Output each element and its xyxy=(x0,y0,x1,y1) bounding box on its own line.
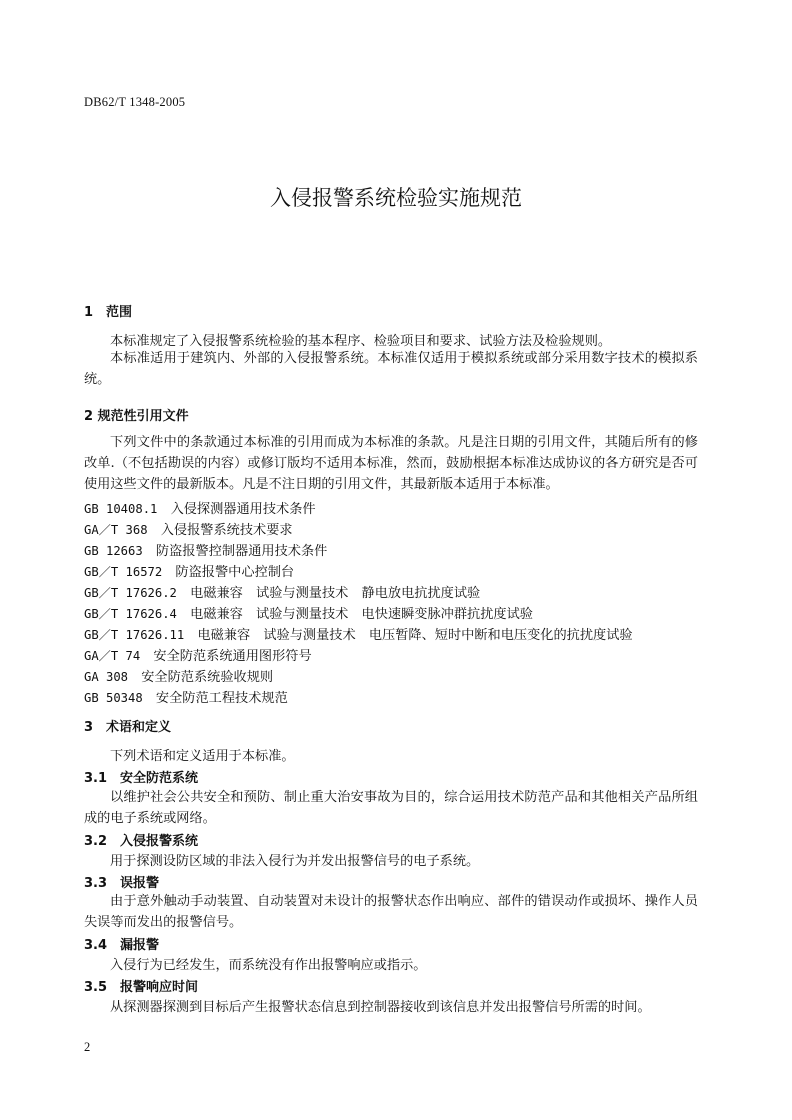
paragraph: 本标准适用于建筑内、外部的入侵报警系统。本标准仅适用于模拟系统或部分采用数字技术的模拟系统。 xyxy=(84,351,698,387)
reference-title: 入侵探测器通用技术条件 xyxy=(170,502,316,517)
reference-code: GB／T 17626.4 xyxy=(84,607,177,621)
reference-code: GA／T 74 xyxy=(84,649,141,663)
term-name: 报警响应时间 xyxy=(120,980,199,995)
reference-item xyxy=(84,687,288,706)
reference-item xyxy=(84,561,294,580)
term-number: 3.2 xyxy=(84,834,108,849)
term-definition: 由于意外触动手动装置、自动装置对未设计的报警状态作出响应、部件的错误动作或损坏、操作人员失误等而发出的报警信号。 xyxy=(84,894,698,930)
reference-item xyxy=(84,603,533,622)
reference-code: GB 50348 xyxy=(84,691,143,705)
term-name: 漏报警 xyxy=(120,938,160,953)
reference-title: 电磁兼容 试验与测量技术 电压暂降、短时中断和电压变化的抗扰度试验 xyxy=(197,628,633,643)
reference-title: 安全防范工程技术规范 xyxy=(155,691,288,706)
section-2-heading: 2 规范性引用文件 xyxy=(84,409,189,424)
reference-item xyxy=(84,624,633,643)
term-heading xyxy=(84,872,159,891)
reference-title: 电磁兼容 试验与测量技术 电快速瞬变脉冲群抗扰度试验 xyxy=(190,607,533,622)
term-definition: 入侵行为已经发生，而系统没有作出报警响应或指示。 xyxy=(110,958,427,973)
section-title: 术语和定义 xyxy=(106,720,172,735)
paragraph: 下列术语和定义适用于本标准。 xyxy=(110,749,295,764)
term-number: 3.3 xyxy=(84,876,108,891)
reference-item xyxy=(84,666,273,685)
paragraph: 本标准规定了入侵报警系统检验的基本程序、检验项目和要求、试验方法及检验规则。 xyxy=(110,334,612,349)
term-heading xyxy=(84,830,198,849)
reference-code: GB／T 16572 xyxy=(84,565,163,579)
section-1-heading xyxy=(84,301,132,320)
reference-title: 安全防范系统验收规则 xyxy=(141,670,274,685)
reference-title: 防盗报警中心控制台 xyxy=(175,565,295,580)
reference-code: GB 10408.1 xyxy=(84,502,158,516)
reference-title: 电磁兼容 试验与测量技术 静电放电抗扰度试验 xyxy=(190,586,481,601)
document-code-header: DB62/T 1348-2005 xyxy=(84,95,186,109)
reference-code: GB／T 17626.11 xyxy=(84,628,185,642)
page-number: 2 xyxy=(84,1040,91,1054)
term-definition: 用于探测设防区域的非法入侵行为并发出报警信号的电子系统。 xyxy=(110,854,480,869)
reference-code: GB／T 17626.2 xyxy=(84,586,177,600)
term-name: 入侵报警系统 xyxy=(120,834,199,849)
term-number: 3.4 xyxy=(84,938,108,953)
reference-item xyxy=(84,519,293,538)
term-name: 安全防范系统 xyxy=(120,771,199,786)
term-definition: 以维护社会公共安全和预防、制止重大治安事故为目的，综合运用技术防范产品和其他相关产品所组成的电子系统或网络。 xyxy=(84,790,698,826)
reference-title: 入侵报警系统技术要求 xyxy=(160,523,293,538)
term-number: 3.5 xyxy=(84,980,108,995)
term-number: 3.1 xyxy=(84,771,108,786)
section-number: 1 xyxy=(84,305,94,320)
term-definition: 从探测器探测到目标后产生报警状态信息到控制器接收到该信息并发出报警信号所需的时间。 xyxy=(110,1000,651,1015)
term-heading xyxy=(84,976,198,995)
reference-item xyxy=(84,645,312,664)
term-heading xyxy=(84,934,159,953)
term-name: 误报警 xyxy=(120,876,160,891)
term-heading xyxy=(84,767,198,786)
reference-code: GA 308 xyxy=(84,670,129,684)
paragraph: 下列文件中的条款通过本标准的引用而成为本标准的条款。凡是注日期的引用文件，其随后所有的修改单.（不包括勘误的内容）或修订版均不适用本标准，然而，鼓励根据本标准达成协议的各方研究是否可使用这些文件的最新版本。凡是不注日期的引用文件，其最新版本适用于本标准。 xyxy=(84,435,698,492)
reference-title: 防盗报警控制器通用技术条件 xyxy=(155,544,328,559)
reference-code: GB 12663 xyxy=(84,544,143,558)
document-title: 入侵报警系统检验实施规范 xyxy=(270,186,522,210)
section-number: 3 xyxy=(84,720,94,735)
reference-item xyxy=(84,582,480,601)
section-3-heading xyxy=(84,716,171,735)
reference-title: 安全防范系统通用图形符号 xyxy=(153,649,312,664)
reference-code: GA／T 368 xyxy=(84,523,148,537)
reference-item xyxy=(84,498,316,517)
reference-item xyxy=(84,540,327,559)
section-title: 范围 xyxy=(106,305,133,320)
